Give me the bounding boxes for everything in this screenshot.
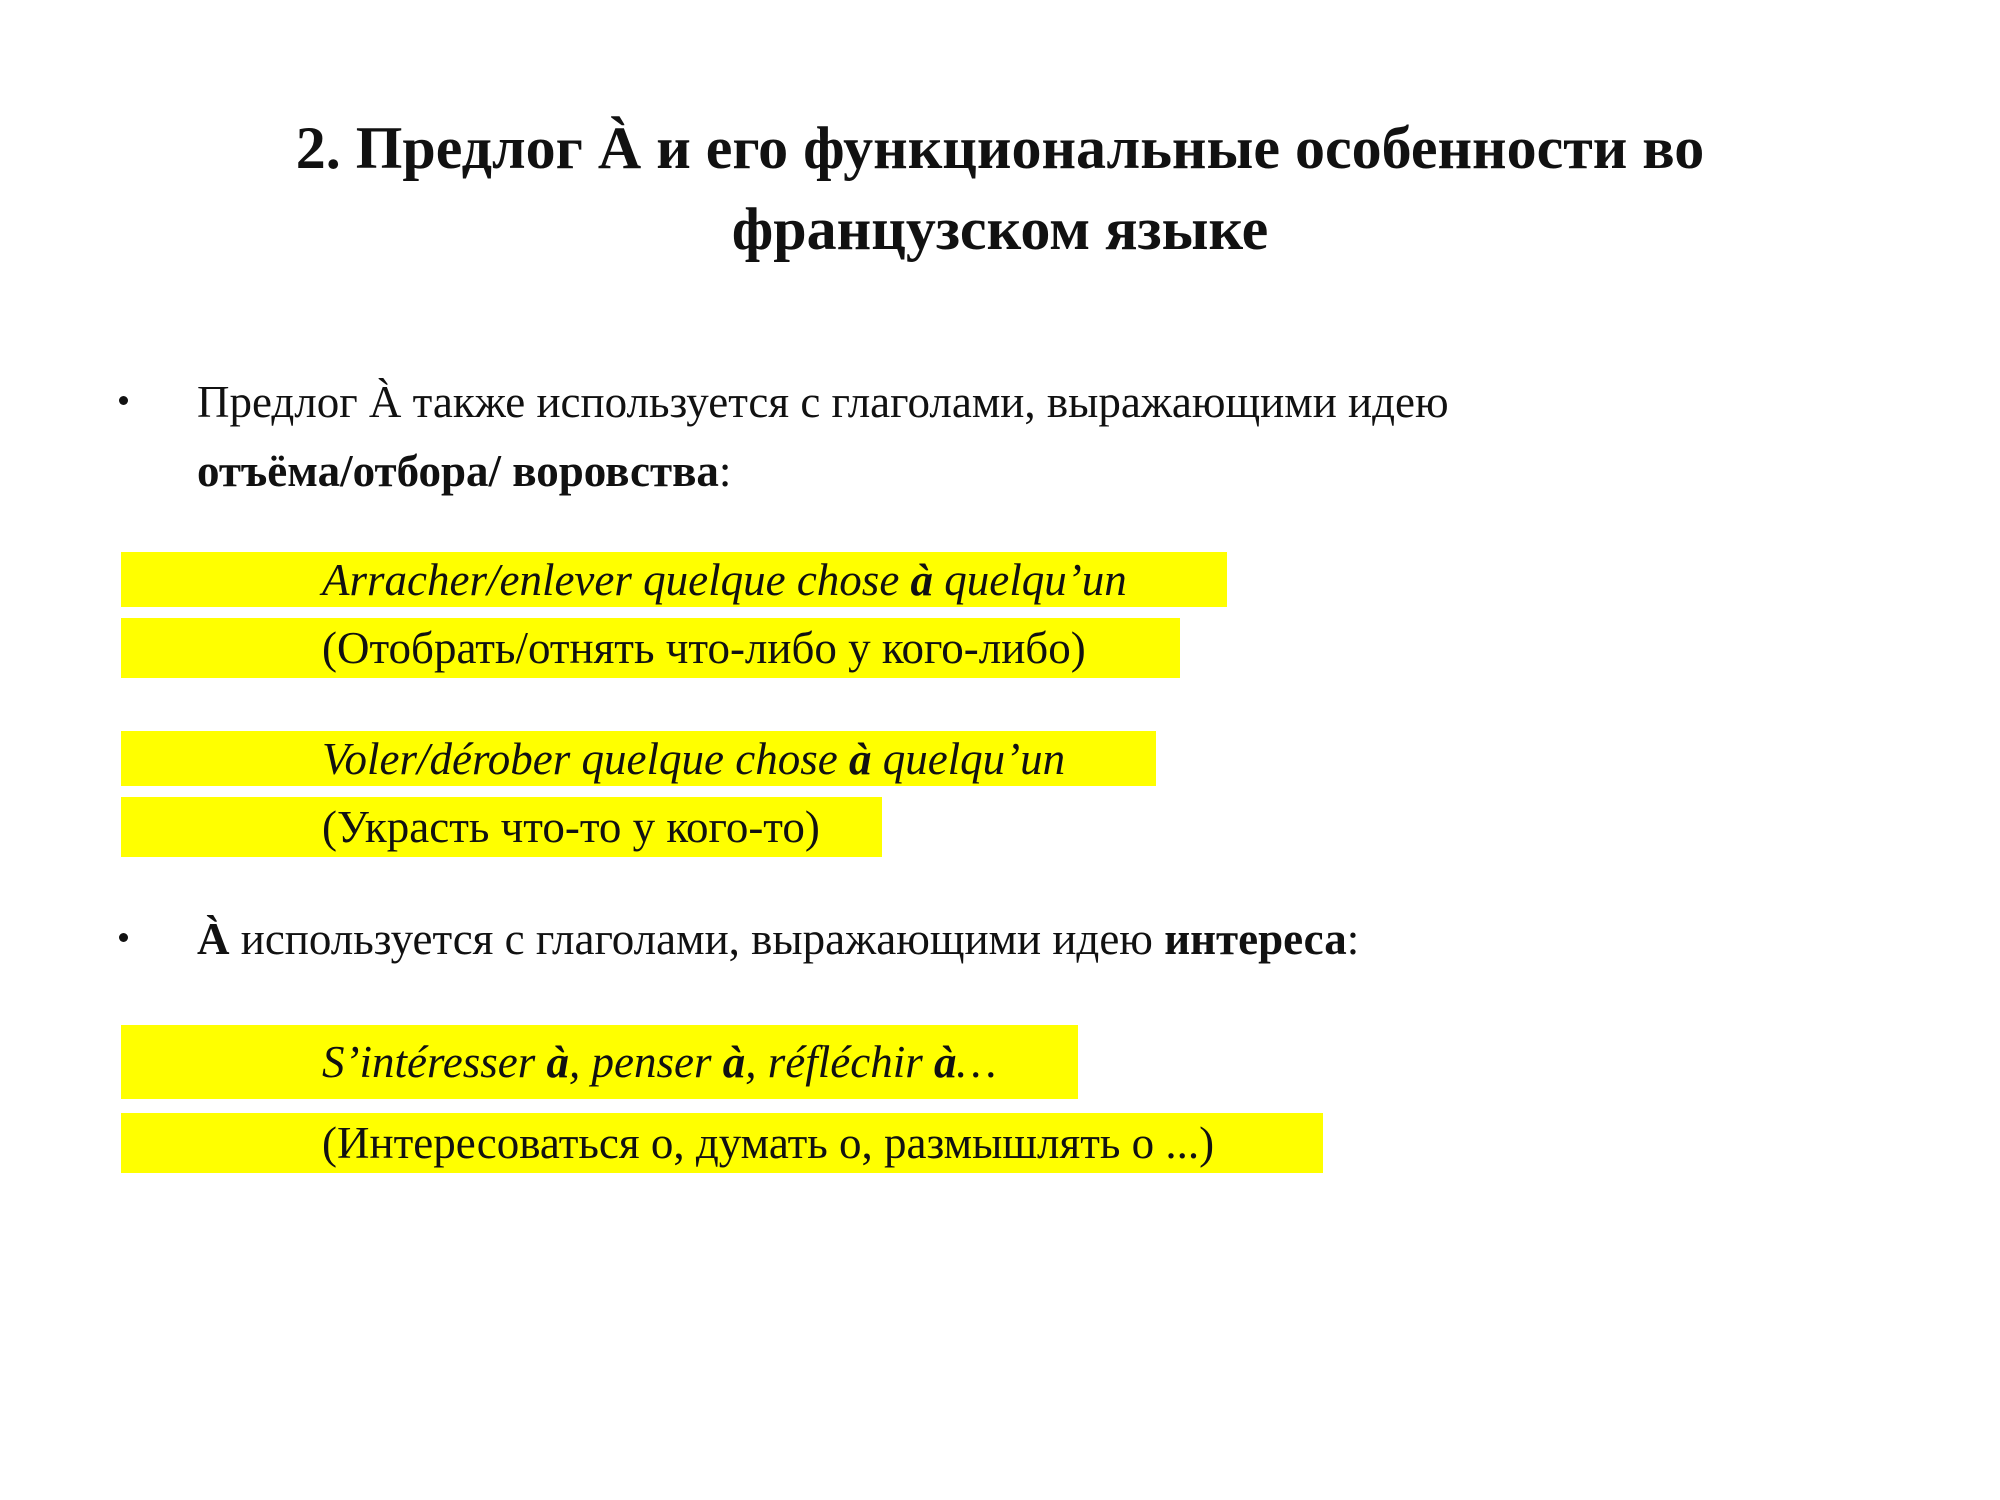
example-translation-text: (Отобрать/отнять что-либо у кого-либо) [322,623,1086,673]
phrase-part: , réfléchir [745,1037,934,1087]
bullet-text [197,368,1897,506]
title-line-2: французском языке [731,196,1269,262]
phrase-part: S’intéresser [322,1037,547,1087]
title-line-1: 2. Предлог À и его функциональные особенности во [295,115,1705,181]
bullet-line-1 [197,905,1897,974]
preposition-a: à [546,1037,570,1087]
example-phrase-1 [121,552,1227,607]
bullet-line-2 [197,437,1897,506]
example-translation-text: (Украсть что-то у кого-то) [322,802,820,852]
bullet-colon: : [718,446,732,496]
bullet-bold-term: отъёма/отбора/ воровства [197,446,719,496]
example-phrase-text [322,1036,997,1088]
preposition-a: à [848,733,872,784]
example-translation-text: (Интересоваться о, думать о, размышлять о ...) [322,1118,1215,1168]
example-translation-3 [121,1113,1323,1173]
example-phrase-2 [121,731,1156,786]
example-translation-1 [121,618,1180,678]
bullet-bold-a: À [197,914,230,964]
slide-title [0,108,2000,270]
phrase-part: Arracher/enlever quelque chose [322,554,911,605]
bullet-colon: : [1346,914,1360,964]
bullet-text [197,905,1897,974]
bullet-plain-text: используется с глаголами, выражающими идею [229,914,1165,964]
bullet-line-1: Предлог À также используется с глаголами, выражающими идею [197,377,1449,427]
preposition-a: à [910,554,934,605]
example-phrase-text [322,733,1065,785]
phrase-part: , penser [569,1037,723,1087]
example-translation-2 [121,797,882,857]
preposition-a: à [722,1037,746,1087]
example-phrase-3 [121,1025,1078,1099]
bullet-bold-term: интереса [1164,914,1347,964]
bullet-icon [119,396,128,405]
phrase-part: … [956,1037,997,1087]
bullet-icon [119,933,128,942]
phrase-part: quelqu’un [933,554,1127,605]
phrase-part: Voler/dérober quelque chose [322,733,849,784]
preposition-a: à [933,1037,957,1087]
example-phrase-text [322,554,1127,606]
phrase-part: quelqu’un [871,733,1066,784]
